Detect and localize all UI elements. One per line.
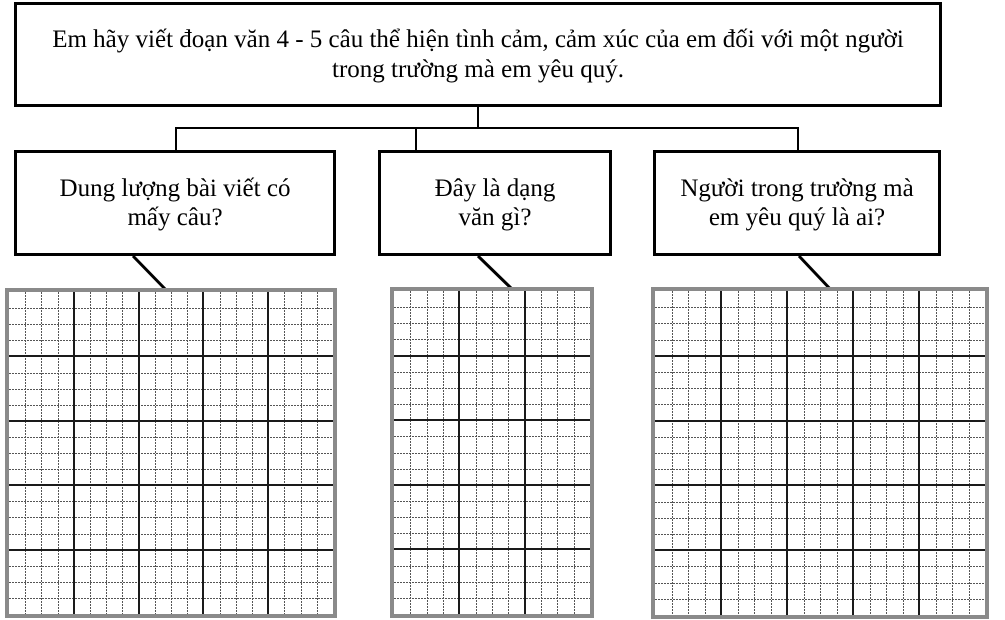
question-text: Đây là dạng văn gì? <box>434 174 556 231</box>
pointer-line-2 <box>478 256 513 290</box>
grid-lines <box>655 291 985 615</box>
writing-grid-3[interactable] <box>651 287 989 619</box>
pointer-line-1 <box>133 256 168 292</box>
question-text: Người trong trường mà em yêu quý là ai? <box>680 174 914 231</box>
writing-grid-2[interactable] <box>390 287 594 618</box>
grid-lines <box>9 292 333 614</box>
prompt-text: Em hãy viết đoạn văn 4 - 5 câu thể hiện tình cảm, cảm xúc của em đối với một người trong trường mà em yêu quý. <box>52 26 904 83</box>
writing-grid-1[interactable] <box>5 288 337 618</box>
grid-lines <box>394 291 590 614</box>
question-text: Dung lượng bài viết có mấy câu? <box>59 174 291 231</box>
